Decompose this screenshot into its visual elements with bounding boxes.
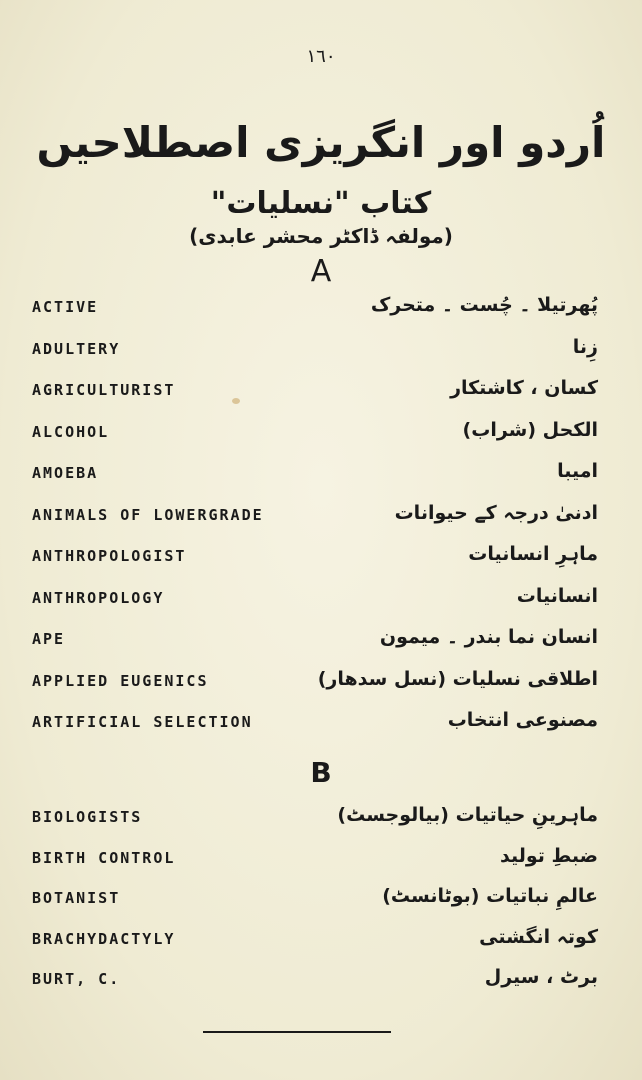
english-term: ADULTERY — [32, 339, 121, 358]
english-term: BURT, C. — [32, 970, 121, 988]
glossary-row — [0, 498, 642, 540]
urdu-term: انسانیات — [516, 584, 598, 607]
glossary-row — [0, 800, 642, 841]
english-term: AGRICULTURIST — [32, 381, 176, 399]
glossary-row — [0, 962, 642, 1003]
urdu-term: امیبا — [557, 460, 598, 482]
english-term: APE — [32, 630, 66, 648]
english-term: ARTIFICIAL SELECTION — [32, 713, 253, 731]
glossary-row — [0, 539, 642, 581]
english-term: ACTIVE — [32, 298, 99, 316]
english-term: APPLIED EUGENICS — [32, 671, 209, 690]
urdu-term: اطلاقی نسلیات (نسل سدھار) — [317, 667, 598, 690]
urdu-term: الکحل (شراب) — [462, 418, 598, 441]
glossary-row — [0, 456, 642, 498]
urdu-term: ماہرینِ حیاتیات (بیالوجسٹ) — [337, 804, 598, 826]
glossary-row — [0, 881, 642, 922]
glossary-row — [0, 373, 642, 415]
urdu-term: ضبطِ تولید — [500, 844, 598, 867]
english-term: BOTANIST — [32, 889, 121, 907]
urdu-term: زِنا — [572, 335, 598, 358]
paper-stain — [232, 398, 240, 404]
glossary-row — [0, 415, 642, 457]
english-term: BIRTH CONTROL — [32, 848, 176, 867]
glossary-row — [0, 705, 642, 747]
section-letter-a: A — [310, 254, 332, 289]
glossary-row — [0, 922, 642, 963]
english-term: ANTHROPOLOGY — [32, 588, 165, 607]
english-term: BRACHYDACTYLY — [32, 929, 176, 948]
urdu-term: انسان نما بندر ۔ میمون — [379, 626, 598, 648]
urdu-term: ماہرِ انسانیات — [468, 543, 598, 565]
urdu-term: عالمِ نباتیات (بوٹانسٹ) — [382, 885, 598, 907]
section-letter-b: B — [310, 756, 332, 789]
urdu-term: برٹ ، سیرل — [484, 966, 598, 988]
page-number: ١٦٠ — [306, 46, 336, 67]
glossary-row — [0, 290, 642, 332]
glossary-row — [0, 841, 642, 882]
english-term: ALCOHOL — [32, 422, 110, 441]
english-term: AMOEBA — [32, 464, 99, 482]
page-title: اُردو اور انگریزی اصطلاحیں — [36, 118, 606, 167]
glossary-row — [0, 581, 642, 623]
glossary-row — [0, 622, 642, 664]
urdu-term: پُھرتیلا ۔ چُست ۔ متحرک — [370, 294, 598, 316]
book-title: کتاب "نسلیات" — [210, 186, 432, 221]
end-rule-divider — [203, 1031, 391, 1033]
english-term: ANTHROPOLOGIST — [32, 547, 187, 565]
english-term: ANIMALS OF LOWERGRADE — [32, 505, 264, 524]
urdu-term: ادنیٰ درجہ کے حیوانات — [394, 501, 598, 524]
english-term: BIOLOGISTS — [32, 808, 143, 826]
urdu-term: کوتہ انگشتی — [479, 925, 598, 948]
urdu-term: مصنوعی انتخاب — [447, 709, 598, 731]
glossary-section-a — [0, 290, 642, 747]
glossary-row — [0, 332, 642, 374]
author-line: (مولفہ ڈاکٹر محشر عابدی) — [189, 224, 453, 248]
urdu-term: کسان ، کاشتکار — [450, 377, 598, 399]
glossary-section-b — [0, 800, 642, 1003]
glossary-row — [0, 664, 642, 706]
